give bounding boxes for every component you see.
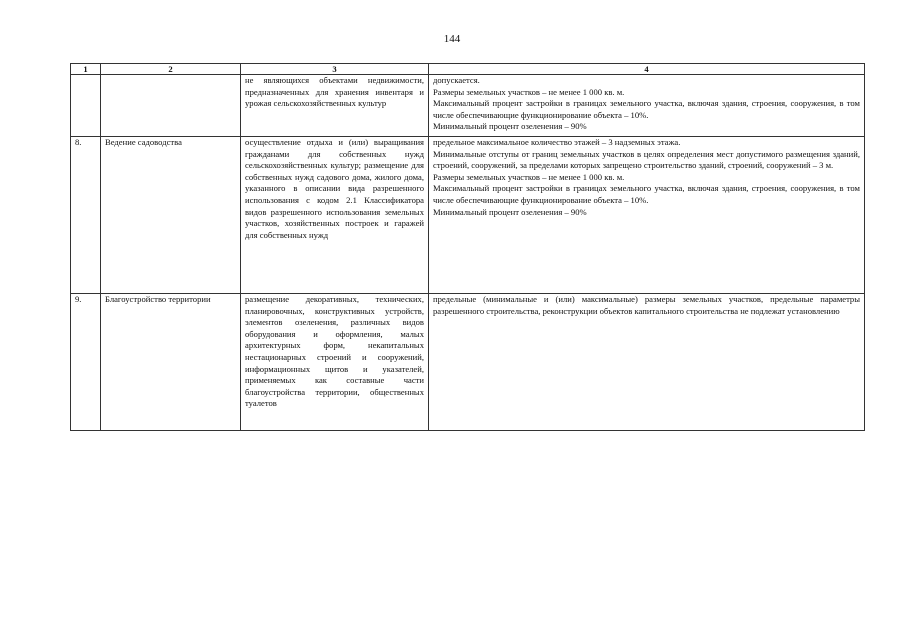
parameter-line: Минимальный процент озеленения – 90% (433, 206, 587, 217)
row-description: осуществление отдыха и (или) выращивания гражданами для собственных нужд сельскохозяйственных культур; размещение для собственных нужд садового дома, жилого дома, указанного в описании вида разрешенного использования с кодом 2.1 Классификатора видов разрешенного использования земельных участков, хозяйственных построек и гаражей для собственных нужд (241, 137, 429, 294)
row-parameters (429, 137, 865, 294)
row-description: размещение декоративных, технических, планировочных, конструктивных устройств, элементов озеленения, различных видов оборудования и оформления, малых архитектурных форм, некапитальных нестационарных строений и сооружений, информационных щитов и указателей, применяемых как составные части благоустройства территории, общественных туалетов (241, 294, 429, 431)
parameter-line: допускается. (433, 75, 480, 85)
parameter-line: Размеры земельных участков – не менее 1 000 кв. м. (433, 86, 625, 97)
header-col-4: 4 (429, 64, 865, 75)
parameter-line: Минимальный процент озеленения – 90% (433, 121, 587, 132)
header-col-2: 2 (101, 64, 241, 75)
parameter-line: Максимальный процент застройки в границах земельного участка, включая здания, строения, сооружения, в том числе обеспечивающие функционирование объекта – 10%. (433, 98, 860, 120)
parameter-line: Размеры земельных участков – не менее 1 000 кв. м. (433, 171, 625, 182)
row-purpose (101, 75, 241, 137)
parameter-line: предельные (минимальные и (или) максимальные) размеры земельных участков, предельные параметры разрешенного строительства, реконструкции объектов капитального строительства не подлежат установлению (433, 294, 860, 316)
row-purpose: Ведение садоводства (101, 137, 241, 294)
row-purpose: Благоустройство территории (101, 294, 241, 431)
row-parameters (429, 75, 865, 137)
header-col-3: 3 (241, 64, 429, 75)
row-number: 8. (71, 137, 101, 294)
land-use-table (70, 63, 865, 431)
row-parameters (429, 294, 865, 431)
parameter-line: предельное максимальное количество этажей – 3 надземных этажа. (433, 137, 681, 147)
header-col-1: 1 (71, 64, 101, 75)
row-number (71, 75, 101, 137)
table-row-9 (71, 294, 865, 431)
parameter-line: Минимальные отступы от границ земельных участков в целях определения мест допустимого размещения зданий, строений, сооружений, за пределами которых запрещено строительство зданий, строений, сооружений – 3 м. (433, 148, 860, 171)
row-description: не являющихся объектами недвижимости, предназначенных для хранения инвентаря и урожая сельскохозяйственных культур (241, 75, 429, 137)
row-number: 9. (71, 294, 101, 431)
table-row-8 (71, 137, 865, 294)
table-row-continuation (71, 75, 865, 137)
table-header-row (71, 64, 865, 75)
page-number: 144 (443, 33, 461, 45)
parameter-line: Максимальный процент застройки в границах земельного участка, включая здания, строения, сооружения, в том числе обеспечивающие функционирование объекта – 10%. (433, 183, 860, 205)
